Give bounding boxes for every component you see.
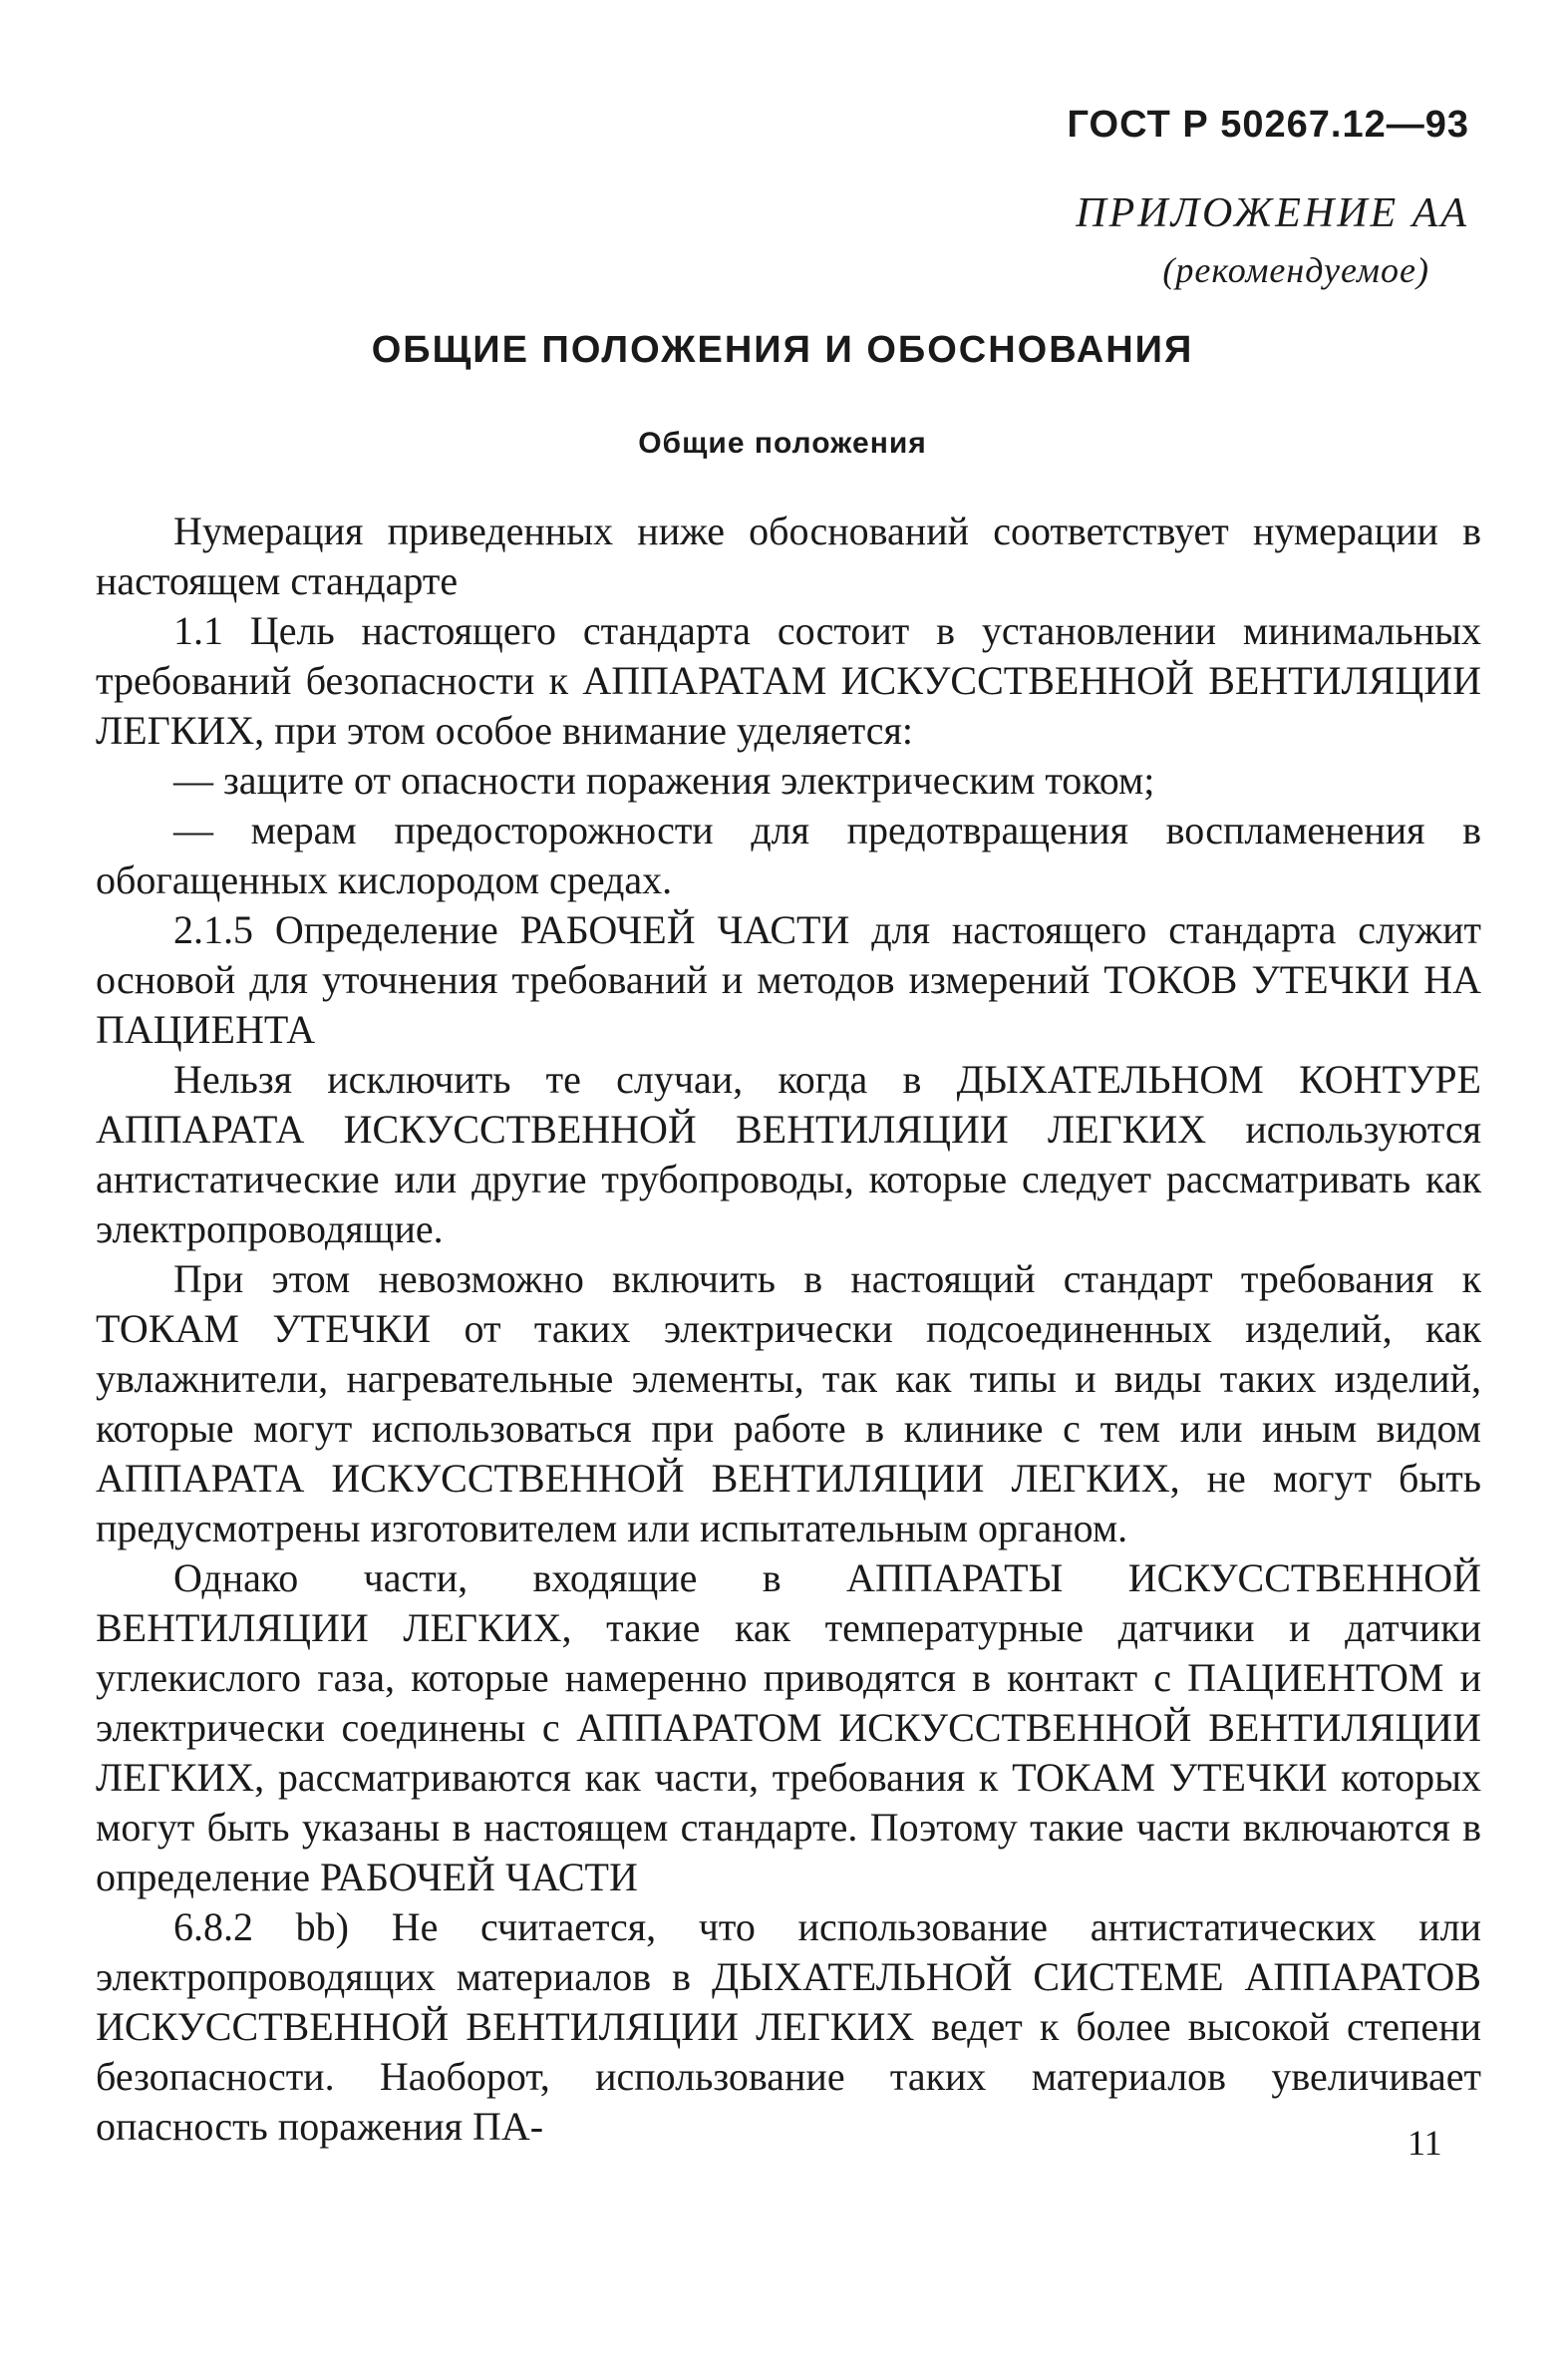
paragraph-breathing-circuit: Нельзя исключить те случаи, когда в ДЫХАТЕЛЬНОМ КОНТУРЕ АППАРАТА ИСКУССТВЕННОЙ ВЕНТИЛЯЦИИ ЛЕГКИХ используются антистатические или другие трубопроводы, которые следует рассматривать как электропроводящие. — [96, 1057, 1481, 1251]
page-number: 11 — [1408, 2123, 1442, 2163]
body-text — [96, 507, 1481, 2152]
appendix-label: ПРИЛОЖЕНИЕ АА — [1076, 190, 1469, 236]
list-item-ignition: — мерам предосторожности для предотвращения воспламенения в обогащенных кислородом средах. — [96, 808, 1481, 902]
paragraph-1-1: 1.1 Цель настоящего стандарта состоит в установлении минимальных требований безопасности к АППАРАТАМ ИСКУССТВЕННОЙ ВЕНТИЛЯЦИИ ЛЕГКИХ, при этом особое внимание уделяется: — [96, 608, 1481, 753]
paragraph-6-8-2-bb: 6.8.2 bb) Не считается, что использование антистатических или электропроводящих материалов в ДЫХАТЕЛЬНОЙ СИСТЕМЕ АППАРАТОВ ИСКУССТВЕННОЙ ВЕНТИЛЯЦИИ ЛЕГКИХ ведет к более высокой степени безопасности. Наоборот, использование таких материалов увеличивает опасность поражения ПА- — [96, 1904, 1481, 2149]
section-title: ОБЩИЕ ПОЛОЖЕНИЯ И ОБОСНОВАНИЯ — [371, 329, 1194, 371]
appendix-type: (рекомендуемое) — [1162, 250, 1429, 290]
standard-number: ГОСТ Р 50267.12—93 — [1067, 104, 1469, 146]
paragraph-2-1-5: 2.1.5 Определение РАБОЧЕЙ ЧАСТИ для настоящего стандарта служит основой для уточнения требований и методов измерений ТОКОВ УТЕЧКИ НА ПАЦИЕНТА — [96, 907, 1481, 1052]
section-subtitle: Общие положения — [638, 427, 927, 460]
paragraph-applied-parts: Однако части, входящие в АППАРАТЫ ИСКУССТВЕННОЙ ВЕНТИЛЯЦИИ ЛЕГКИХ, такие как температурные датчики и датчики углекислого газа, которые намеренно приводятся в контакт с ПАЦИЕНТОМ и электрически соединены с АППАРАТОМ ИСКУССТВЕННОЙ ВЕНТИЛЯЦИИ ЛЕГКИХ, рассматриваются как части, требования к ТОКАМ УТЕЧКИ которых могут быть указаны в настоящем стандарте. Поэтому такие части включаются в определение РАБОЧЕЙ ЧАСТИ — [96, 1555, 1481, 1899]
paragraph-numbering-note: Нумерация приведенных ниже обоснований соответствует нумерации в настоящем стандарте — [96, 509, 1481, 603]
list-item-electric-shock: — защите от опасности поражения электрическим током; — [173, 758, 1155, 803]
paragraph-leakage-currents: При этом невозможно включить в настоящий стандарт требования к ТОКАМ УТЕЧКИ от таких электрически подсоединенных изделий, как увлажнители, нагревательные элементы, так как типы и виды таких изделий, которые могут использоваться при работе в клинике с тем или иным видом АППАРАТА ИСКУССТВЕННОЙ ВЕНТИЛЯЦИИ ЛЕГКИХ, не могут быть предусмотрены изготовителем или испытательным органом. — [96, 1256, 1481, 1550]
